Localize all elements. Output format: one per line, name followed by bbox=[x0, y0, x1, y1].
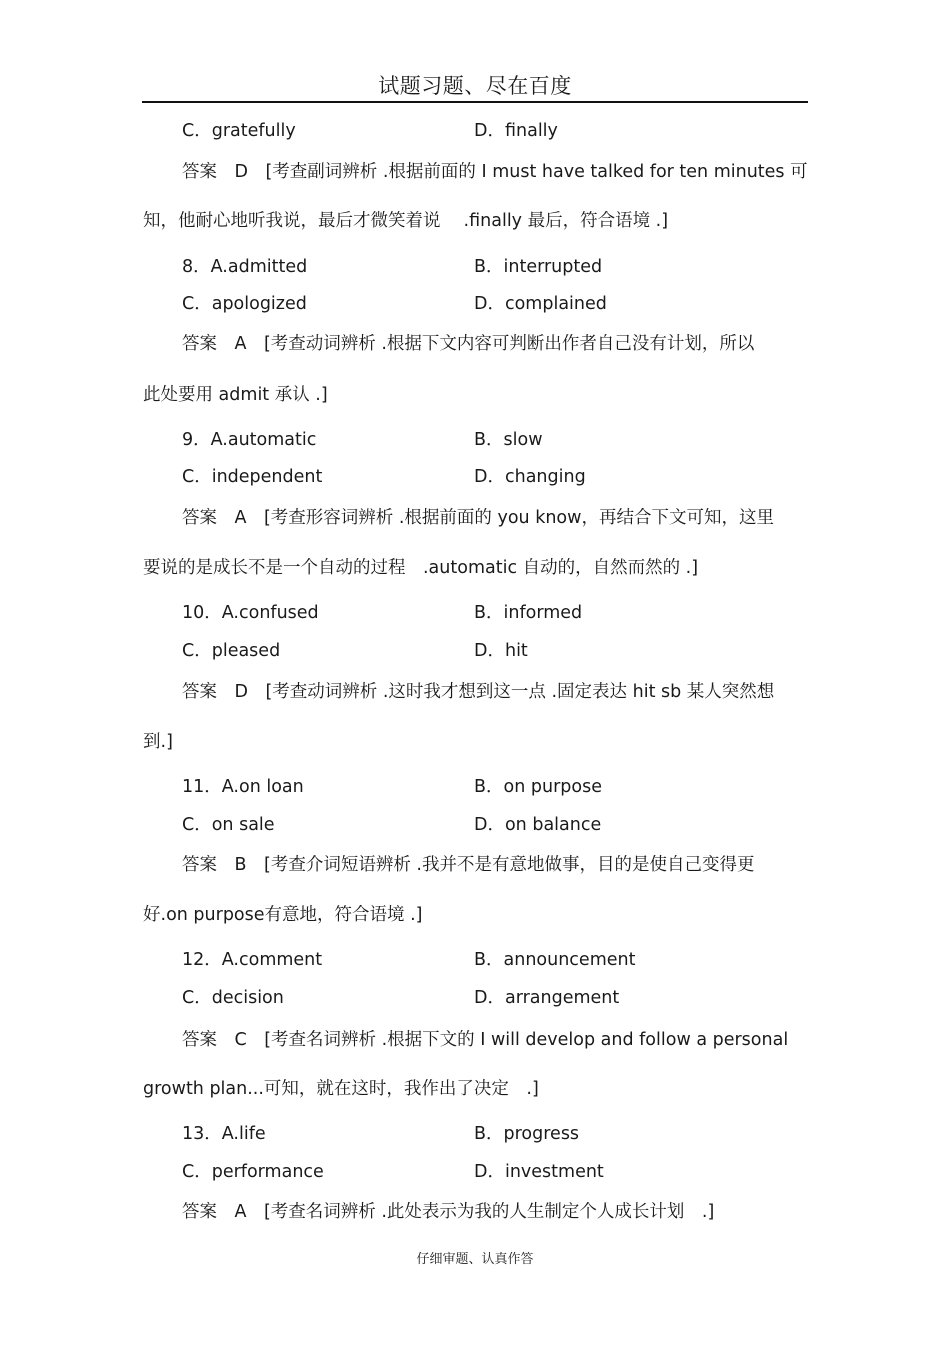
option-a: 10．A.confused bbox=[182, 603, 319, 623]
option-a: 11．A.on loan bbox=[182, 777, 304, 797]
option-c: C．performance bbox=[182, 1162, 324, 1182]
option-b: B．announcement bbox=[474, 950, 636, 970]
option-b: B．progress bbox=[474, 1124, 580, 1144]
option-b: B．interrupted bbox=[474, 257, 603, 277]
answer-line: 答案 A [考查动词辨析 .根据下文内容可判断出作者自己没有计划，所以 bbox=[182, 334, 755, 354]
option-a: 12．A.comment bbox=[182, 950, 323, 970]
option-c: C．pleased bbox=[182, 641, 281, 661]
answer-line: 答案 A [考查形容词辨析 .根据前面的 you know，再结合下文可知，这里 bbox=[182, 508, 774, 528]
option-d: D．on balance bbox=[474, 815, 602, 835]
option-c: C．gratefully bbox=[182, 121, 296, 141]
answer-continuation: 要说的是成长不是一个自动的过程 .automatic 自动的，自然而然的 .] bbox=[143, 558, 699, 578]
option-d: D．complained bbox=[474, 294, 607, 314]
answer-continuation: growth plan...可知，就在这时，我作出了决定 .] bbox=[143, 1079, 539, 1099]
header-title: 试题习题、尽在百度 bbox=[378, 74, 572, 98]
answer-continuation: 知，他耐心地听我说，最后才微笑着说 .finally 最后，符合语境 .] bbox=[143, 211, 669, 231]
option-d: D．hit bbox=[474, 641, 528, 661]
answer-line: 答案 A [考查名词辨析 .此处表示为我的人生制定个人成长计划 .] bbox=[182, 1202, 715, 1222]
answer-line: 答案 D [考查副词辨析 .根据前面的 I must have talked for ten minutes 可 bbox=[182, 162, 808, 182]
option-c: C．independent bbox=[182, 467, 323, 487]
option-b: B．slow bbox=[474, 430, 543, 450]
option-c: C．on sale bbox=[182, 815, 275, 835]
option-d: D．investment bbox=[474, 1162, 604, 1182]
option-b: B．informed bbox=[474, 603, 583, 623]
footer-text: 仔细审题、认真作答 bbox=[416, 1252, 534, 1267]
answer-line: 答案 D [考查动词辨析 .这时我才想到这一点 .固定表达 hit sb 某人突然想 bbox=[182, 682, 775, 702]
option-c: C．apologized bbox=[182, 294, 307, 314]
option-c: C．decision bbox=[182, 988, 284, 1008]
option-a: 13．A.life bbox=[182, 1124, 266, 1144]
answer-continuation: 到.] bbox=[143, 732, 173, 752]
option-a: 9．A.automatic bbox=[182, 430, 317, 450]
header-rule bbox=[142, 101, 808, 103]
option-a: 8．A.admitted bbox=[182, 257, 308, 277]
answer-continuation: 好.on purpose有意地，符合语境 .] bbox=[143, 905, 423, 925]
option-b: B．on purpose bbox=[474, 777, 602, 797]
answer-continuation: 此处要用 admit 承认 .] bbox=[143, 385, 328, 405]
option-d: D．changing bbox=[474, 467, 586, 487]
option-d: D．finally bbox=[474, 121, 558, 141]
answer-line: 答案 C [考查名词辨析 .根据下文的 I will develop and follow a personal bbox=[182, 1030, 789, 1050]
answer-line: 答案 B [考查介词短语辨析 .我并不是有意地做事，目的是使自己变得更 bbox=[182, 855, 755, 875]
option-d: D．arrangement bbox=[474, 988, 620, 1008]
